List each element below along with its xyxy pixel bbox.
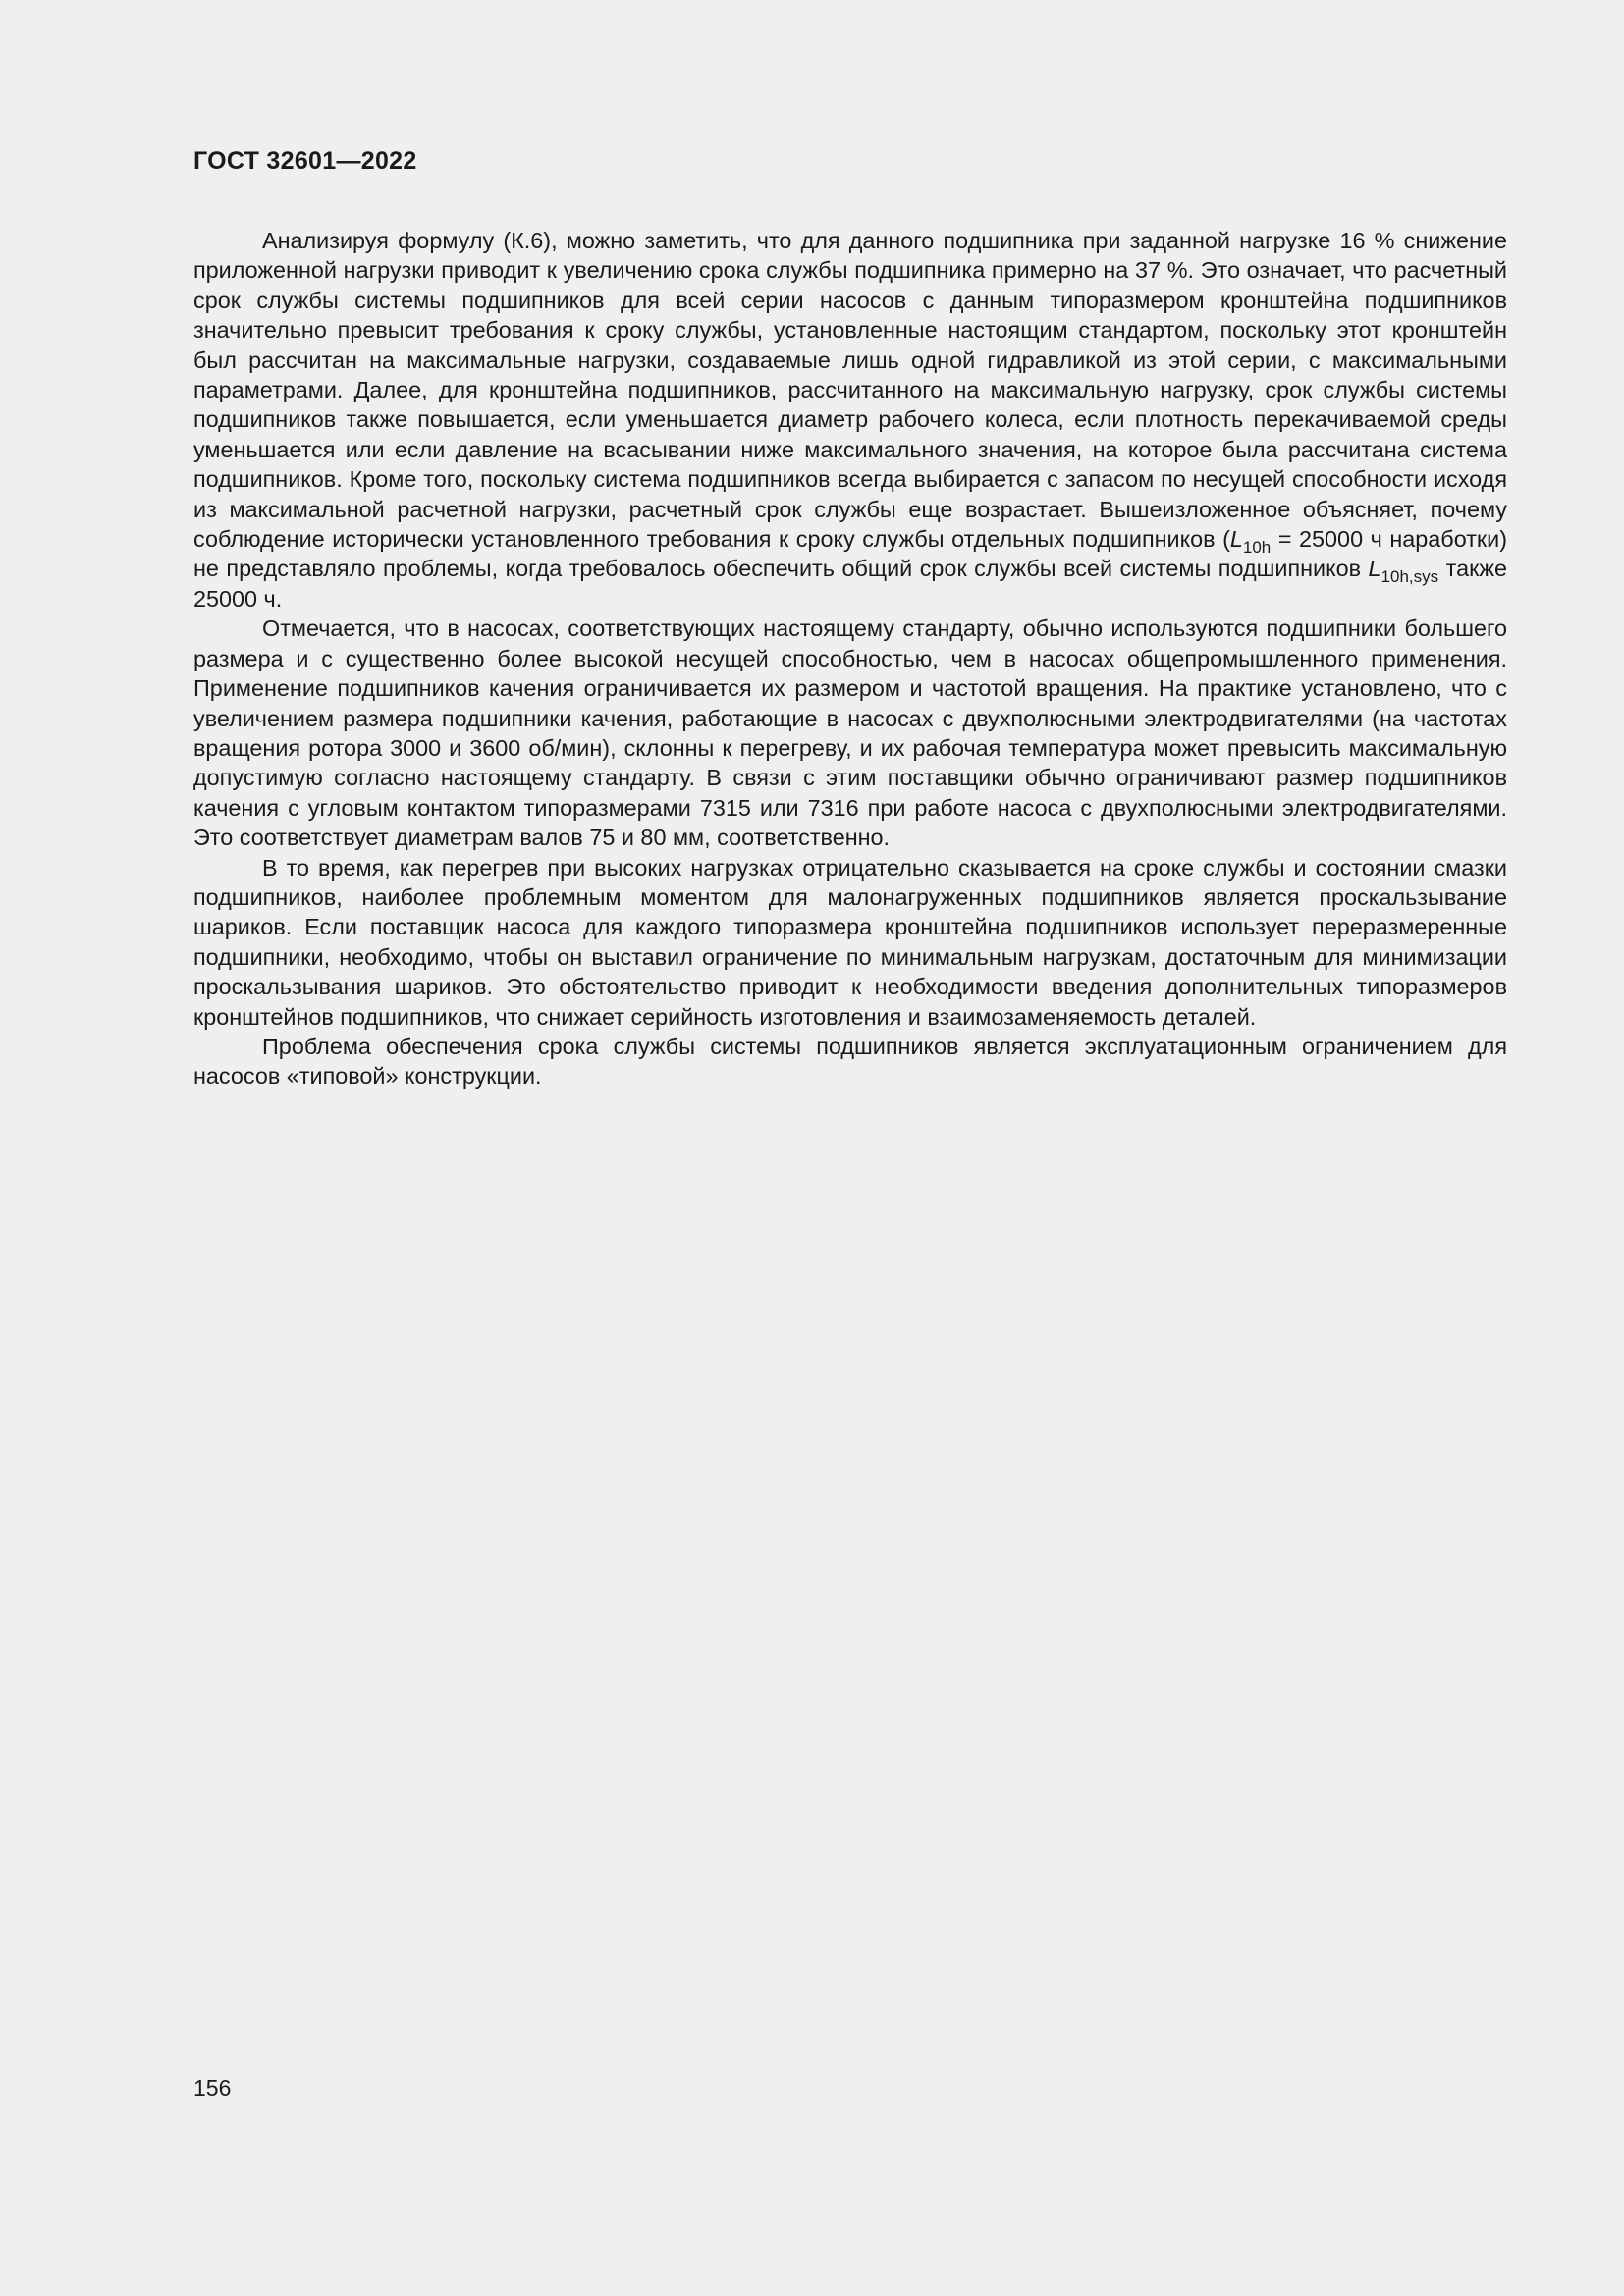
symbol-l: L [1229, 526, 1243, 553]
paragraph-1 [193, 226, 1507, 614]
paragraph-1-text-c: также 25000 ч. [193, 556, 1507, 612]
paragraph-1-text-b: = 25000 ч наработки) не представляло проблемы, когда требовалось обеспечить общий срок службы всей системы подшипников [193, 526, 1508, 582]
paragraph-3: В то время, как перегрев при высоких нагрузках отрицательно сказывается на сроке службы и состоянии смазки подшипников, наиболее проблемным моментом для малонагруженных подшипников является проскальзывание шариков. Если поставщик насоса для каждого типоразмера кронштейна подшипников использует переразмеренные подшипники, необходимо, чтобы он выставил ограничение по минимальным нагрузкам, достаточным для минимизации проскальзывания шариков. Это обстоятельство приводит к необходимости введения дополнительных типоразмеров кронштейнов подшипников, что снижает серийность изготовления и взаимозаменяемость деталей. [193, 854, 1507, 1030]
page-number: 156 [193, 2075, 232, 2101]
paragraph-4: Проблема обеспечения срока службы системы подшипников является эксплуатационным ограничением для насосов «типовой» конструкции. [193, 1033, 1507, 1090]
document-header: ГОСТ 32601—2022 [193, 147, 417, 175]
symbol-l-sys: L [1368, 556, 1381, 582]
document-body [193, 226, 1507, 1092]
subscript-10h: 10h [1242, 538, 1272, 558]
paragraph-1-text-a: Анализируя формулу (К.6), можно заметить, что для данного подшипника при заданной нагрузке 16 % снижение приложенной нагрузки приводит к увеличению срока службы подшипника примерно на 37 %. Это означает, что расчетный срок службы системы подшипников для всей серии насосов с данным типоразмером кронштейна подшипников значительно превысит требования к сроку службы, установленные настоящим стандартом, поскольку этот кронштейн был рассчитан на максимальные нагрузки, создаваемые лишь одной гидравликой из этой серии, с максимальными параметрами. Далее, для кронштейна подшипников, рассчитанного на максимальную нагрузку, срок службы системы подшипников также повышается, если уменьшается диаметр рабочего колеса, если плотность перекачиваемой среды уменьшается или если давление на всасывании ниже максимального значения, на которое была рассчитана система подшипников. Кроме того, поскольку система подшипников всегда выбирается с запасом по несущей способности исходя из максимальной расчетной нагрузки, расчетный срок службы еще возрастает. Вышеизложенное объясняет, почему соблюдение исторически установленного требования к сроку службы отдельных подшипников ( [193, 228, 1507, 553]
paragraph-2: Отмечается, что в насосах, соответствующих настоящему стандарту, обычно используются подшипники большего размера и с существенно более высокой несущей способностью, чем в насосах общепромышленного применения. Применение подшипников качения ограничивается их размером и частотой вращения. На практике установлено, что с увеличением размера подшипники качения, работающие в насосах с двухполюсными электродвигателями (на частотах вращения ротора 3000 и 3600 об/мин), склонны к перегреву, и их рабочая температура может превысить максимальную допустимую согласно настоящему стандарту. В связи с этим поставщики обычно ограничивают размер подшипников качения с угловым контактом типоразмерами 7315 или 7316 при работе насоса с двухполюсными электродвигателями. Это соответствует диаметрам валов 75 и 80 мм, соответственно. [193, 615, 1507, 851]
subscript-10h-sys: 10h,sys [1380, 567, 1439, 587]
